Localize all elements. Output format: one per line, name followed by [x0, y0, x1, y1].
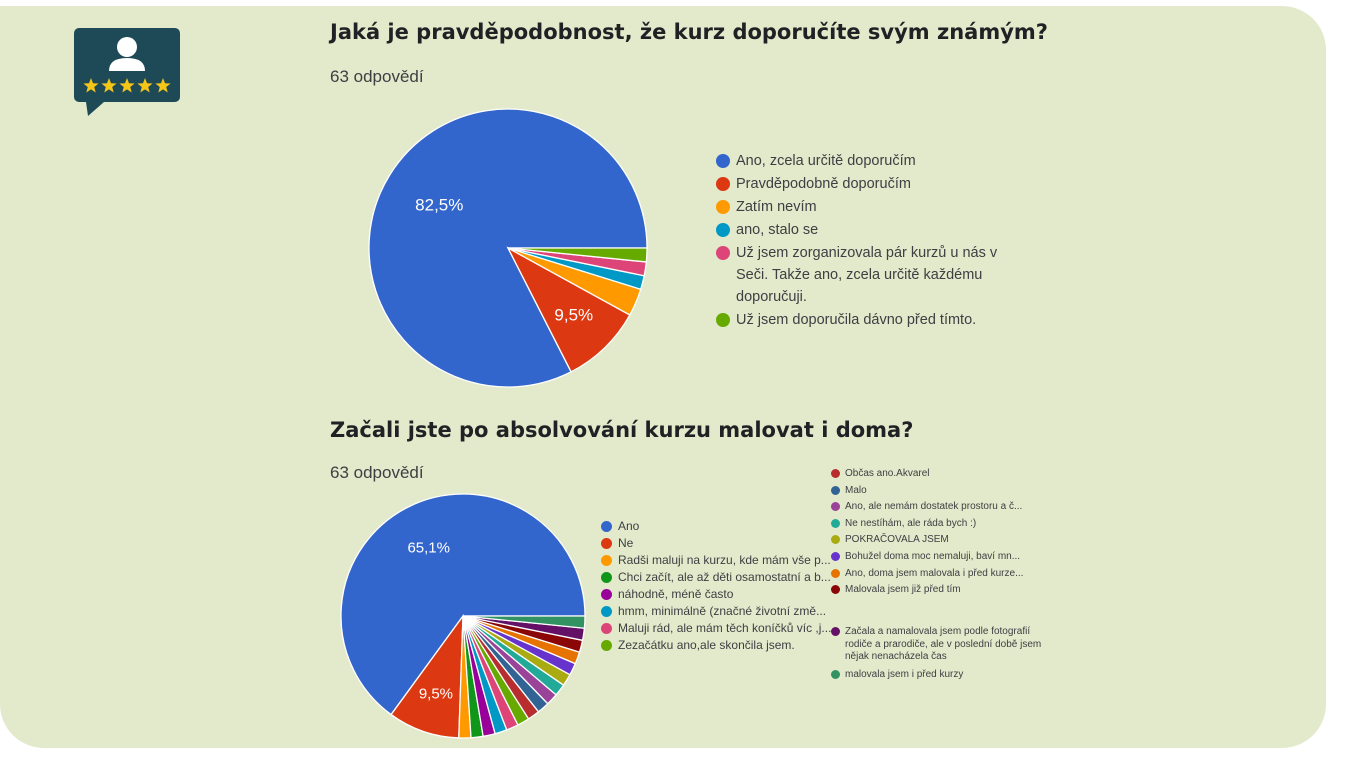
legend-label: hmm, minimálně (značné životní změ...: [618, 604, 827, 618]
legend-color-swatch: [601, 589, 612, 600]
legend-color-swatch: [601, 572, 612, 583]
pie-1-data-label-1: 9,5%: [554, 305, 594, 325]
legend-label: Zatím nevím: [736, 199, 817, 215]
pie-2-data-label-1: 9,5%: [418, 685, 454, 703]
legend-2-item-1: [601, 535, 851, 552]
legend-label: Zezačátku ano,ale skončila jsem.: [618, 638, 795, 652]
legend-2-item-7: [601, 637, 851, 654]
legend-color-swatch: [831, 535, 840, 544]
legend-color-swatch: [831, 569, 840, 578]
pie-2-data-label-0: 65,1%: [407, 539, 450, 557]
legend-2-item-8: [831, 466, 1043, 483]
legend-2-item-11: [831, 516, 1043, 533]
pie-chart-1: [368, 108, 648, 388]
legend-2-item-15: [831, 582, 1043, 599]
legend-label: Pravděpodobně doporučím: [736, 176, 911, 192]
legend-label: Radši maluji na kurzu, kde mám vše p...: [618, 553, 831, 567]
legend-2-item-5: [601, 603, 851, 620]
question-1-title: Jaká je pravděpodobnost, že kurz doporučíte svým známým?: [330, 20, 1048, 44]
legend-color-swatch: [716, 200, 730, 214]
legend-label: Už jsem zorganizovala pár kurzů u nás v Seči. Takže ano, zcela určitě každému doporučuji.: [736, 245, 998, 305]
legend-2-item-6: [601, 620, 851, 637]
legend-color-swatch: [601, 606, 612, 617]
legend-2-col-2: [831, 466, 1043, 599]
legend-1-item-0: [716, 150, 1016, 172]
question-2-title: Začali jste po absolvování kurzu malovat i doma?: [330, 418, 914, 442]
legend-color-swatch: [831, 552, 840, 561]
legend-label: ano, stalo se: [736, 222, 819, 238]
question-2-response-count: 63 odpovědí: [330, 463, 424, 482]
legend-1-item-3: [716, 219, 1016, 241]
legend-color-swatch: [716, 223, 730, 237]
legend-label: POKRAČOVALA JSEM: [845, 534, 949, 546]
legend-label: Ano, ale nemám dostatek prostoru a č...: [845, 501, 1023, 513]
legend-label: Ano, doma jsem malovala i před kurze...: [845, 567, 1024, 579]
legend-2-item-10: [831, 499, 1043, 516]
legend-label: Maluji rád, ale mám těch koníčků víc ,j...: [618, 621, 832, 635]
legend-2-item-17: [831, 667, 1043, 684]
legend-color-swatch: [601, 555, 612, 566]
legend-label: Začala a namalovala jsem podle fotografií rodiče a prarodiče, ale v poslední době jsem nějak nenacházela čas: [845, 626, 1042, 662]
legend-color-swatch: [716, 313, 730, 327]
legend-color-swatch: [716, 154, 730, 168]
legend-1-item-1: [716, 173, 1016, 195]
legend-1-item-2: [716, 196, 1016, 218]
legend-label: Malo: [845, 484, 867, 496]
pie-1-data-label-0: 82,5%: [415, 195, 464, 215]
legend-label: Chci začít, ale až děti osamostatní a b...: [618, 570, 831, 584]
legend-label: Ano: [618, 519, 640, 533]
pie-chart-2: [340, 493, 586, 739]
legend-2-item-16: [831, 626, 1043, 664]
legend-2-item-0: [601, 518, 851, 535]
legend-color-swatch: [716, 246, 730, 260]
rating-avatar-icon: [74, 28, 180, 118]
legend-color-swatch: [831, 585, 840, 594]
legend-1: [716, 150, 1016, 332]
legend-label: Bohužel doma moc nemaluji, baví mn...: [845, 550, 1021, 562]
legend-label: Už jsem doporučila dávno před tímto.: [736, 312, 977, 328]
legend-color-swatch: [716, 177, 730, 191]
legend-2-item-12: [831, 532, 1043, 549]
legend-label: náhodně, méně často: [618, 587, 734, 601]
legend-color-swatch: [831, 469, 840, 478]
legend-label: Malovala jsem již před tím: [845, 584, 961, 596]
legend-2-col-1: [601, 518, 851, 654]
legend-2-item-13: [831, 549, 1043, 566]
legend-2-col-3: [831, 626, 1043, 683]
legend-label: Ne nestíhám, ale ráda bych :): [845, 517, 977, 529]
legend-color-swatch: [831, 486, 840, 495]
legend-1-item-5: [716, 309, 1016, 331]
legend-color-swatch: [831, 670, 840, 679]
legend-color-swatch: [601, 623, 612, 634]
legend-2-item-2: [601, 552, 851, 569]
legend-2-item-3: [601, 569, 851, 586]
legend-2-item-4: [601, 586, 851, 603]
legend-label: Občas ano.Akvarel: [845, 468, 930, 479]
question-1-response-count: 63 odpovědí: [330, 67, 424, 86]
legend-label: malovala jsem i před kurzy: [845, 668, 964, 680]
legend-color-swatch: [831, 519, 840, 528]
legend-label: Ne: [618, 536, 634, 550]
legend-color-swatch: [831, 627, 840, 636]
legend-2-item-14: [831, 566, 1043, 583]
legend-label: Ano, zcela určitě doporučím: [736, 153, 916, 169]
legend-color-swatch: [831, 502, 840, 511]
legend-color-swatch: [601, 640, 612, 651]
legend-color-swatch: [601, 521, 612, 532]
legend-2-item-9: [831, 483, 1043, 500]
legend-1-item-4: [716, 242, 1016, 308]
legend-color-swatch: [601, 538, 612, 549]
